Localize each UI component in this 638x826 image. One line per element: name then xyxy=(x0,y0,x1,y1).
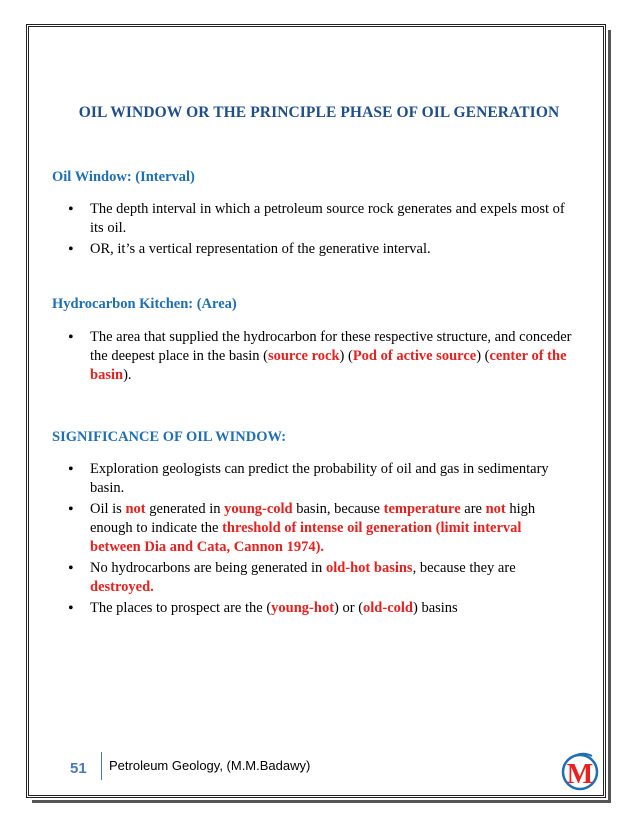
list-item xyxy=(52,559,572,597)
logo-icon xyxy=(560,746,600,792)
oil-window-list xyxy=(52,200,572,261)
oil-window-heading: Oil Window: (Interval) xyxy=(52,169,195,185)
bullet-text: high enough to indicate the xyxy=(90,501,536,536)
list-item xyxy=(52,599,572,618)
bullet-text: ) basins xyxy=(412,600,458,616)
bullet-text: The places to prospect are the ( xyxy=(90,600,272,616)
bullet-text: No hydrocarbons are being generated in xyxy=(90,560,326,576)
significance-list xyxy=(52,460,572,620)
emphasis-text: destroyed. xyxy=(90,579,154,595)
bullet-text: ) or ( xyxy=(334,600,364,616)
bullet-text: generated in xyxy=(145,501,225,517)
bullet-text: basin, because xyxy=(292,501,384,517)
list-item xyxy=(52,200,572,238)
bullet-text: ) ( xyxy=(476,348,490,364)
list-item xyxy=(52,460,572,498)
bullet-text: ). xyxy=(123,367,132,383)
emphasis-text: center of the basin xyxy=(90,348,567,383)
page-number: 51 xyxy=(70,760,87,777)
bullet-text: , because they are xyxy=(412,560,516,576)
footer-book-title: Petroleum Geology, (M.M.Badawy) xyxy=(109,758,311,773)
emphasis-text: Pod of active source xyxy=(352,348,477,364)
logo-letter: M xyxy=(566,759,594,790)
emphasis-text: temperature xyxy=(383,501,461,517)
emphasis-text: old-cold xyxy=(363,600,413,616)
list-item xyxy=(52,240,572,259)
bullet-text: OR, it’s a vertical representation of the generative interval. xyxy=(90,241,431,257)
bullet-text: The area that supplied the hydrocarbon for these respective structure, and conceder the deepest place in the basin ( xyxy=(90,329,572,364)
footer-divider xyxy=(101,752,102,780)
page-border xyxy=(26,24,606,798)
bullet-text: are xyxy=(460,501,486,517)
kitchen-heading: Hydrocarbon Kitchen: (Area) xyxy=(52,296,237,312)
kitchen-list xyxy=(52,328,572,387)
emphasis-text: young-hot xyxy=(271,600,335,616)
emphasis-text: old-hot basins xyxy=(325,560,413,576)
emphasis-text: threshold of intense oil generation (limit interval between Dia and Cata, Cannon 1974). xyxy=(90,520,522,555)
emphasis-text: not xyxy=(125,501,146,517)
bullet-text: The depth interval in which a petroleum source rock generates and expels most of its oil. xyxy=(90,201,565,236)
bullet-text: ) ( xyxy=(339,348,353,364)
emphasis-text: not xyxy=(485,501,506,517)
bullet-text: Oil is xyxy=(90,501,126,517)
page-title: OIL WINDOW OR THE PRINCIPLE PHASE OF OIL GENERATION xyxy=(78,104,560,121)
significance-heading: SIGNIFICANCE OF OIL WINDOW: xyxy=(52,429,287,445)
emphasis-text: young-cold xyxy=(224,501,293,517)
list-item xyxy=(52,328,572,385)
bullet-text: Exploration geologists can predict the probability of oil and gas in sedimentary basin. xyxy=(90,461,549,496)
list-item xyxy=(52,500,572,557)
emphasis-text: source rock xyxy=(267,348,340,364)
